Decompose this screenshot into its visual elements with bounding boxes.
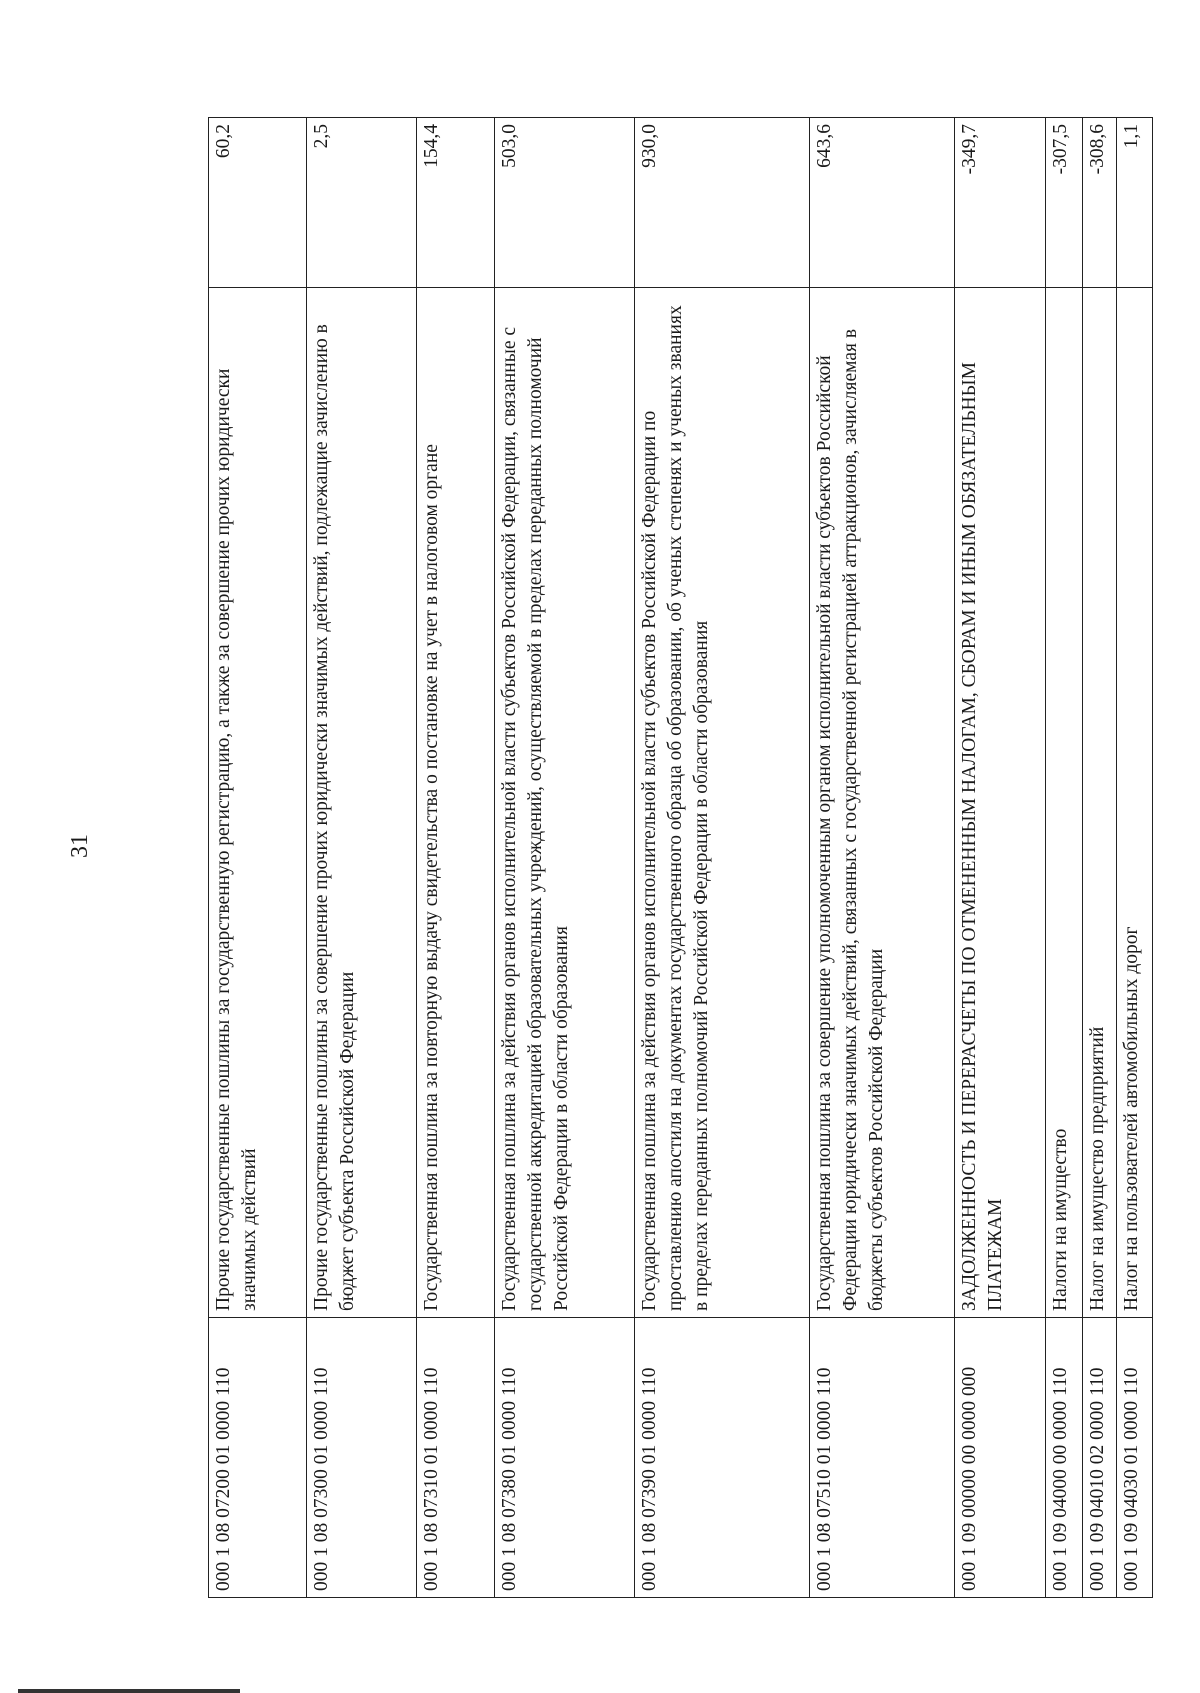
budget-code-cell: 000 1 09 00000 00 0000 000 xyxy=(954,1318,1045,1598)
budget-code-cell: 000 1 08 07390 01 0000 110 xyxy=(635,1318,810,1598)
budget-code-cell: 000 1 09 04010 02 0000 110 xyxy=(1082,1318,1117,1598)
table-row xyxy=(1046,118,1083,1598)
amount-cell: 60,2 xyxy=(209,118,307,288)
table-row xyxy=(1117,118,1153,1598)
revenue-name-cell: Государственная пошлина за действия органов исполнительной власти субъектов Российской Федерации, связанные с государственной аккредитацией образовательных учреждений, осуществляемой в пределах переданных полномочий Российской Федерации в области образования xyxy=(495,288,635,1318)
scan-edge-mark xyxy=(18,1689,240,1693)
table-row xyxy=(209,118,307,1598)
budget-revenue-table xyxy=(208,117,1153,1598)
revenue-name-cell: Налог на имущество предприятий xyxy=(1082,288,1117,1318)
table-row xyxy=(306,118,416,1598)
budget-code-cell: 000 1 09 04030 01 0000 110 xyxy=(1117,1318,1153,1598)
amount-cell: -307,5 xyxy=(1046,118,1083,288)
revenue-name-cell: Прочие государственные пошлины за государственную регистрацию, а также за совершение прочих юридически значимых действий xyxy=(209,288,307,1318)
budget-code-cell: 000 1 09 04000 00 0000 110 xyxy=(1046,1318,1083,1598)
revenue-name-cell: Налоги на имущество xyxy=(1046,288,1083,1318)
amount-cell: 154,4 xyxy=(417,118,495,288)
revenue-name-cell: ЗАДОЛЖЕННОСТЬ И ПЕРЕРАСЧЕТЫ ПО ОТМЕНЕННЫМ НАЛОГАМ, СБОРАМ И ИНЫМ ОБЯЗАТЕЛЬНЫМ ПЛАТЕЖАМ xyxy=(954,288,1045,1318)
amount-cell: -349,7 xyxy=(954,118,1045,288)
budget-code-cell: 000 1 08 07200 01 0000 110 xyxy=(209,1318,307,1598)
amount-cell: 930,0 xyxy=(635,118,810,288)
budget-code-cell: 000 1 08 07310 01 0000 110 xyxy=(417,1318,495,1598)
revenue-name-cell: Государственная пошлина за совершение уполномоченным органом исполнительной власти субъектов Российской Федерации юридически значимых действий, связанных с государственной регистрацией аттракционов, зачисляемая в бюджеты субъектов Российской Федерации xyxy=(810,288,955,1318)
rotated-table-container xyxy=(208,118,1153,1598)
revenue-name-cell: Налог на пользователей автомобильных дорог xyxy=(1117,288,1153,1318)
amount-cell: 503,0 xyxy=(495,118,635,288)
budget-code-cell: 000 1 08 07510 01 0000 110 xyxy=(810,1318,955,1598)
revenue-name-cell: Государственная пошлина за действия органов исполнительной власти субъектов Российской Федерации по проставлению апостиля на документах государственного образца об образовании, об ученых степенях и ученых званиях в пределах переданных полномочий Российской Федерации в области образования xyxy=(635,288,810,1318)
revenue-name-cell: Прочие государственные пошлины за совершение прочих юридически значимых действий, подлежащие зачислению в бюджет субъекта Российской Федерации xyxy=(306,288,416,1318)
table-row xyxy=(954,118,1045,1598)
amount-cell: 2,5 xyxy=(306,118,416,288)
budget-code-cell: 000 1 08 07380 01 0000 110 xyxy=(495,1318,635,1598)
amount-cell: 643,6 xyxy=(810,118,955,288)
amount-cell: -308,6 xyxy=(1082,118,1117,288)
table-row xyxy=(810,118,955,1598)
amount-cell: 1,1 xyxy=(1117,118,1153,288)
table-row xyxy=(417,118,495,1598)
table-row xyxy=(635,118,810,1598)
revenue-name-cell: Государственная пошлина за повторную выдачу свидетельства о постановке на учет в налоговом органе xyxy=(417,288,495,1318)
page-number: 31 xyxy=(67,834,93,858)
table-row xyxy=(495,118,635,1598)
table-row xyxy=(1082,118,1117,1598)
budget-code-cell: 000 1 08 07300 01 0000 110 xyxy=(306,1318,416,1598)
